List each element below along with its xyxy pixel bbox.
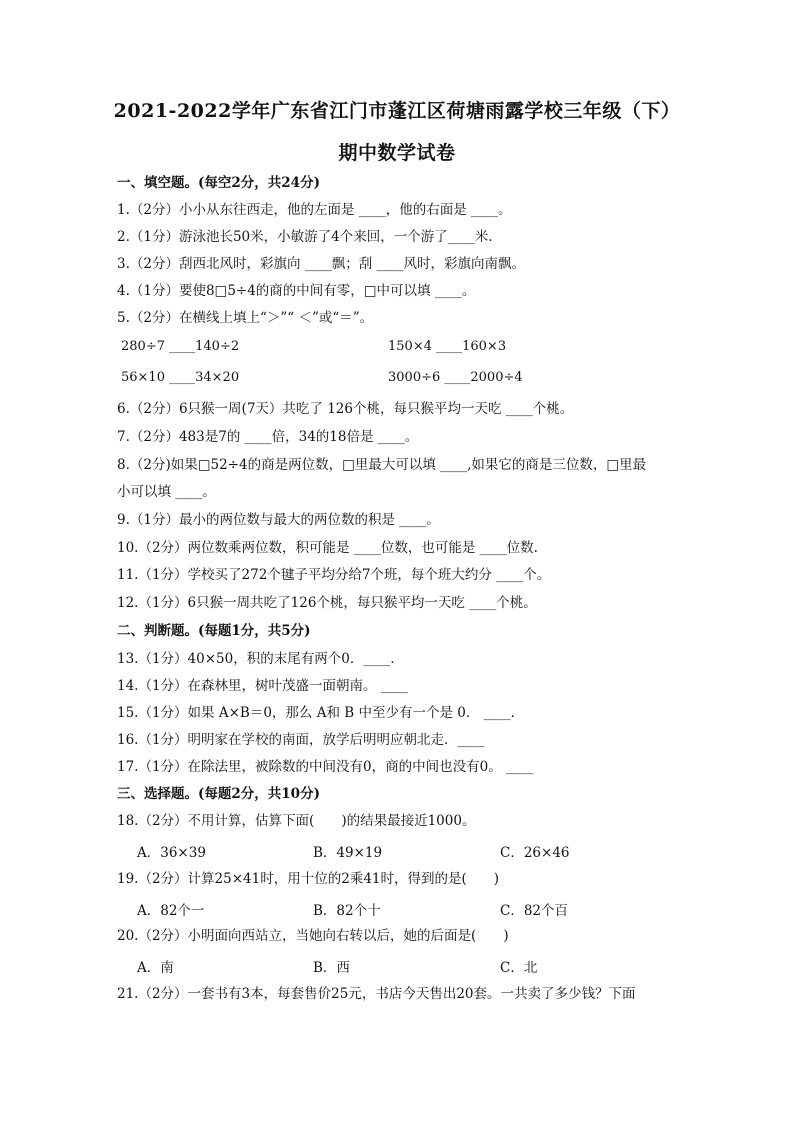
q20-option-a: A．南 [137,960,174,976]
question-18: 18.（2分）不用计算，估算下面( )的结果最接近1000。 [117,813,476,829]
section-fill-blank-heading: 一、填空题。(每空2分，共24分) [117,175,320,191]
question-2: 2.（1分）游泳池长50米，小敏游了4个来回，一个游了____米. [117,229,493,245]
question-21: 21.（2分）一套书有3本，每套售价25元，书店今天售出20套。一共卖了多少钱？下面 [117,986,636,1002]
comparison-2: 150×4 ____160×3 [388,339,507,354]
question-8-line2: 小可以填 ____。 [117,484,216,500]
question-17: 17.（1分）在除法里，被除数的中间没有0，商的中间也没有0。 ____ [117,759,534,775]
exam-title-line2: 期中数学试卷 [338,142,456,164]
q18-option-a: A．36×39 [137,845,206,861]
question-1: 1.（2分）小小从东往西走，他的左面是 ____，他的右面是 ____。 [117,202,512,218]
question-3: 3.（2分）刮西北风时，彩旗向 ____飘；刮 ____风时，彩旗向南飘。 [117,256,526,272]
question-5: 5.（2分）在横线上填上“＞”“ ＜”或“＝”。 [117,310,374,326]
section-choice-heading: 三、选择题。(每题2分，共10分) [117,786,320,802]
question-11: 11.（1分）学校买了272个毽子平均分给7个班，每个班大约分 ____个。 [117,567,551,583]
section-true-false-heading: 二、判断题。(每题1分，共5分) [117,623,311,639]
q18-option-b: B．49×19 [313,845,383,861]
q19-option-a: A．82个一 [137,903,205,919]
question-12: 12.（1分）6只猴一周共吃了126个桃，每只猴平均一天吃 ____个桃。 [117,595,537,611]
question-13: 13.（1分）40×50，积的末尾有两个0．____． [117,651,404,667]
question-8-line1: 8.（2分)如果□52÷4的商是两位数，□里最大可以填 ____,如果它的商是三位数，□里最 [117,457,647,473]
exam-title-line1: 2021-2022学年广东省江门市蓬江区荷塘雨露学校三年级（下） [113,100,681,122]
comparison-1: 280÷7 ____140÷2 [121,339,240,354]
q20-option-b: B．西 [313,960,350,976]
question-9: 9.（1分）最小的两位数与最大的两位数的积是 ____。 [117,512,440,528]
comparison-4: 3000÷6 ____2000÷4 [388,370,523,385]
question-4: 4.（1分）要使8□5÷4的商的中间有零，□中可以填 ____。 [117,283,476,299]
q18-option-c: C．26×46 [500,845,570,861]
question-10: 10.（2分）两位数乘两位数，积可能是 ____位数，也可能是 ____位数. [117,540,538,556]
question-7: 7.（2分）483是7的 ____倍，34的18倍是 ____。 [117,429,419,445]
comparison-3: 56×10 ____34×20 [121,370,240,385]
question-19: 19.（2分）计算25×41时，用十位的2乘41时，得到的是( ) [117,871,500,887]
question-14: 14.（1分）在森林里，树叶茂盛一面朝南。 ____ [117,678,408,694]
question-6: 6.（2分）6只猴一周(7天）共吃了 126个桃，每只猴平均一天吃 ____个桃。 [117,401,574,417]
question-20: 20.（2分）小明面向西站立，当她向右转以后，她的后面是( ) [117,928,509,944]
question-16: 16.（1分）明明家在学校的南面，放学后明明应朝北走．____ [117,732,485,748]
q19-option-b: B．82个十 [313,903,381,919]
q19-option-c: C．82个百 [500,903,569,919]
q20-option-c: C．北 [500,960,538,976]
question-15: 15.（1分）如果 A×B＝0，那么 A和 B 中至少有一个是 0． ____． [117,705,525,721]
